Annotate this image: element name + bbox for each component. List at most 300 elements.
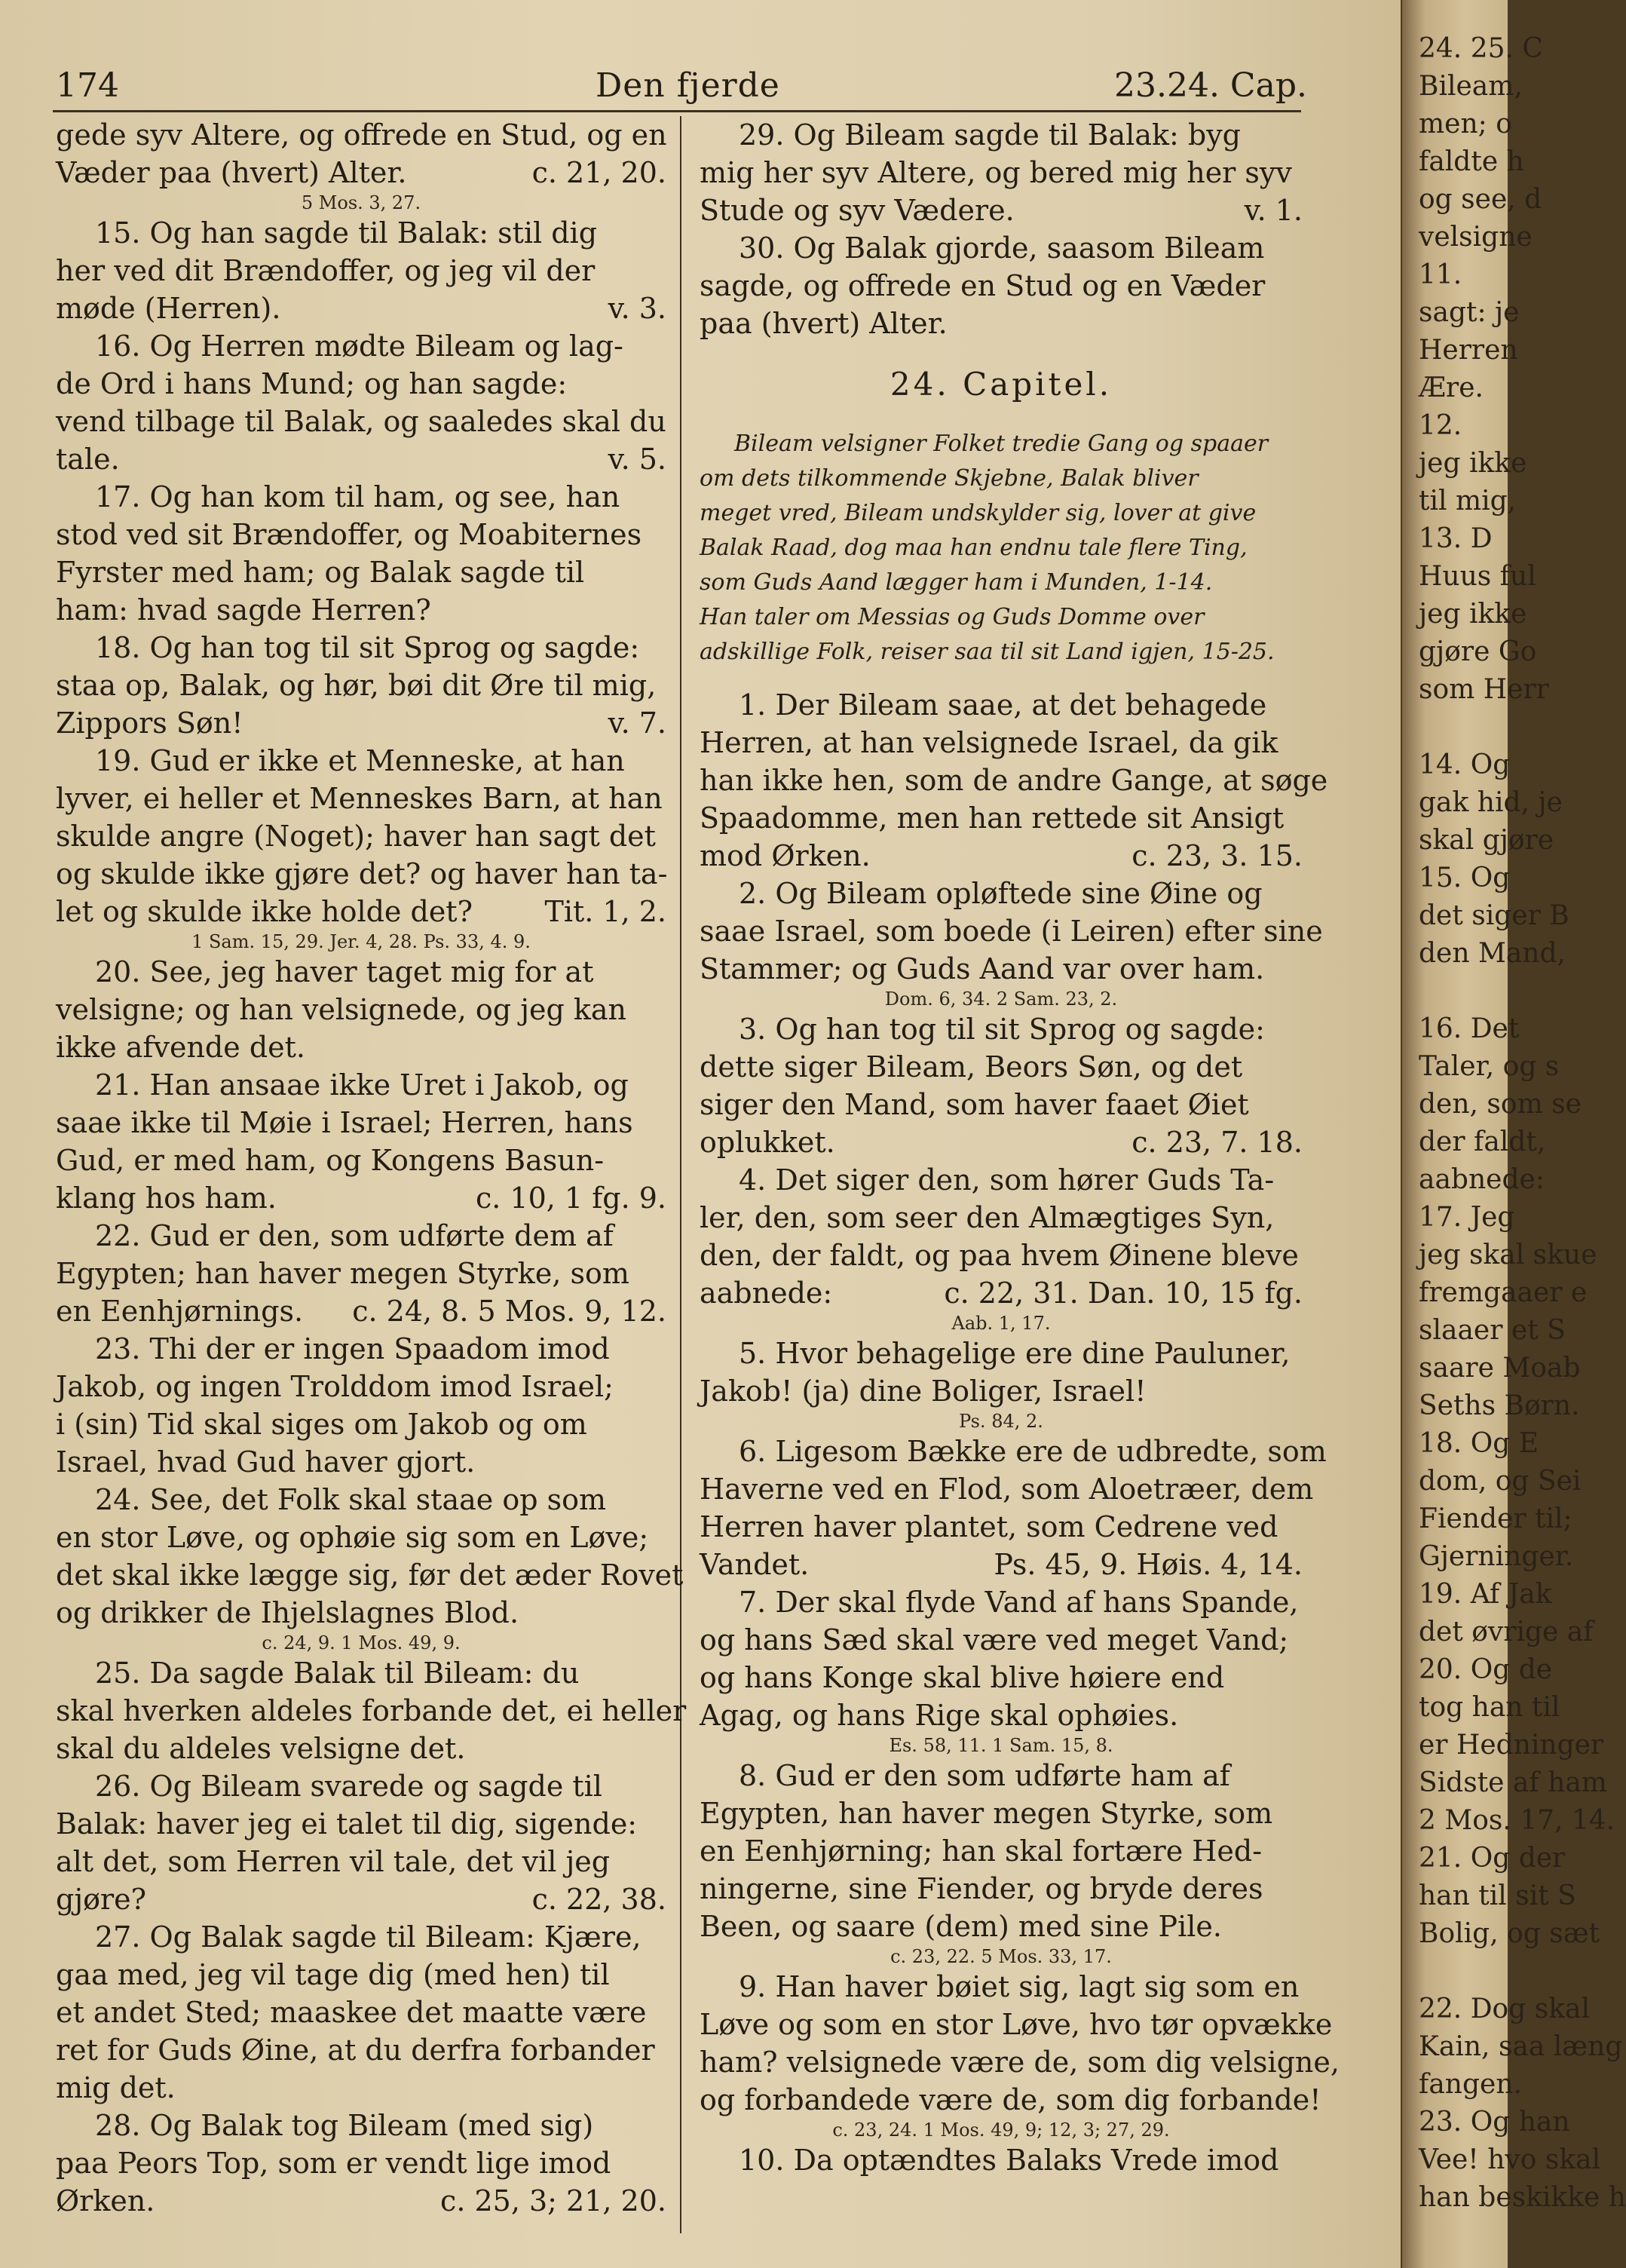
line-text: stod ved sit Brændoffer, og Moabiternes	[56, 518, 642, 551]
next-page-line: 2 Mos. 17, 14.	[1419, 1805, 1615, 1836]
line-text: Ørken.	[56, 2184, 155, 2217]
line-text: 25. Da sagde Balak til Bileam: du	[95, 1657, 580, 1690]
line-text: dette siger Bileam, Beors Søn, og det	[700, 1050, 1243, 1083]
next-page-line: til mig,	[1419, 486, 1517, 516]
line-text: paa (hvert) Alter.	[700, 307, 948, 340]
line-text: og drikker de Ihjelslagnes Blod.	[56, 1596, 519, 1629]
text-line	[56, 290, 666, 327]
text-line	[56, 365, 666, 403]
line-text: Balak: haver jeg ei talet til dig, sigende:	[56, 1807, 638, 1840]
verse-reference: c. 22, 38.	[531, 1883, 666, 1916]
line-text: ikke afvende det.	[56, 1031, 305, 1064]
next-page-line: er Hedninger	[1419, 1730, 1604, 1761]
line-text: Israel, hvad Gud haver gjort.	[56, 1445, 476, 1479]
text-line	[700, 1048, 1303, 1086]
verse-reference: v. 1.	[1244, 194, 1303, 227]
text-line	[56, 991, 666, 1028]
line-text: paa Peors Top, som er vendt lige imod	[56, 2147, 611, 2180]
line-text: Stude og syv Vædere.	[700, 194, 1015, 227]
line-text: Bileam velsigner Folket tredie Gang og spaaer	[734, 431, 1269, 457]
text-line	[700, 1335, 1303, 1372]
line-text: og skulde ikke gjøre det? og haver han ta-	[56, 857, 668, 890]
line-text: som Guds Aand lægger ham i Munden, 1-14.	[700, 569, 1213, 596]
text-line	[56, 704, 666, 742]
line-text: 7. Der skal flyde Vand af hans Spande,	[739, 1586, 1299, 1619]
line-text: skulde angre (Noget); haver han sagt det	[56, 820, 656, 853]
next-page-line: Huus ful	[1419, 561, 1536, 592]
next-page-line: Ære.	[1419, 372, 1484, 403]
verse-reference: Ps. 45, 9. Høis. 4, 14.	[994, 1548, 1303, 1581]
text-line	[56, 214, 666, 252]
next-page-line: Vee! hvo skal	[1419, 2144, 1601, 2175]
text-line	[700, 1583, 1303, 1621]
verse-reference: c. 21, 20.	[531, 156, 666, 189]
verse-reference: v. 3.	[608, 292, 666, 325]
text-line	[700, 1199, 1303, 1237]
text-line	[700, 912, 1323, 950]
line-text: ler, den, som seer den Almægtiges Syn,	[700, 1201, 1275, 1234]
next-page-line: 14. Og	[1419, 749, 1511, 780]
next-page-line: 13. D	[1419, 523, 1493, 554]
next-page-line: 17. Jeg	[1419, 1202, 1515, 1233]
next-page-line: slaaer et S	[1419, 1315, 1566, 1346]
line-text: aabnede:	[700, 1277, 833, 1310]
next-page-line: Herren	[1419, 335, 1518, 366]
line-text: 28. Og Balak tog Bileam (med sig)	[95, 2109, 594, 2142]
text-line	[56, 478, 666, 516]
cross-reference: Es. 58, 11. 1 Sam. 15, 8.	[889, 1735, 1113, 1756]
next-page-line: sagt: je	[1419, 297, 1520, 328]
text-line	[56, 1805, 666, 1843]
page-number: 174	[56, 66, 119, 105]
right-column-verses	[700, 686, 1340, 2179]
text-line	[700, 1086, 1303, 1123]
text-line	[56, 1292, 666, 1330]
text-line	[700, 1659, 1303, 1696]
line-text: velsigne; og han velsignede, og jeg kan	[56, 993, 627, 1026]
line-text: 23. Thi der er ingen Spaadom imod	[95, 1332, 610, 1365]
text-line	[700, 837, 1303, 875]
line-text: og hans Konge skal blive høiere end	[700, 1661, 1225, 1694]
line-text: 5. Hvor behagelige ere dine Pauluner,	[739, 1337, 1291, 1370]
text-line	[700, 1870, 1303, 1908]
next-page-line: den Mand,	[1419, 938, 1566, 969]
text-line	[56, 1481, 666, 1519]
next-page-line: faldte h	[1419, 146, 1524, 177]
next-page-line: Bolig, og sæt	[1419, 1918, 1600, 1949]
next-page-line: jeg ikke	[1419, 448, 1527, 479]
line-text: en stor Løve, og ophøie sig som en Løve;	[56, 1521, 649, 1554]
text-line	[56, 1368, 666, 1405]
text-line	[56, 1594, 666, 1632]
next-page-line: 18. Og E	[1419, 1428, 1539, 1459]
cross-reference: 1 Sam. 15, 29. Jer. 4, 28. Ps. 33, 4. 9.	[191, 931, 531, 952]
text-line	[700, 635, 1303, 670]
line-text: ningerne, sine Fiender, og bryde deres	[700, 1872, 1263, 1905]
line-text: 1. Der Bileam saae, at det behagede	[739, 688, 1267, 722]
running-title: Den fjerde	[596, 66, 780, 105]
cross-reference: Dom. 6, 34. 2 Sam. 23, 2.	[884, 988, 1118, 1010]
line-text: og hans Sæd skal være ved meget Vand;	[700, 1623, 1289, 1657]
line-text: de Ord i hans Mund; og han sagde:	[56, 367, 568, 400]
next-page-line: det øvrige af	[1419, 1617, 1594, 1647]
verse-reference: c. 25, 3; 21, 20.	[440, 2184, 666, 2217]
text-line	[56, 327, 666, 365]
line-text: det skal ikke lægge sig, før det æder Rovet	[56, 1558, 684, 1592]
text-line	[56, 116, 666, 154]
line-text: ham: hvad sagde Herren?	[56, 593, 431, 627]
text-line	[700, 1010, 1303, 1048]
line-text: adskillige Folk, reiser saa til sit Land igjen, 15-25.	[700, 639, 1275, 665]
cross-reference: Aab. 1, 17.	[951, 1313, 1051, 1334]
next-page-line: Seths Børn.	[1419, 1390, 1580, 1421]
next-page-line: aabnede:	[1419, 1164, 1545, 1195]
text-line	[700, 600, 1303, 635]
line-text: Agag, og hans Rige skal ophøies.	[700, 1699, 1179, 1732]
next-page-line: jeg ikke	[1419, 599, 1527, 630]
line-text: Egypten, han haver megen Styrke, som	[700, 1797, 1273, 1830]
next-page-edge	[1402, 0, 1626, 2268]
next-page-line: fremgaaer e	[1419, 1277, 1588, 1308]
next-page-line: tog han til	[1419, 1692, 1560, 1723]
next-page-line: Gjerninger.	[1419, 1541, 1574, 1572]
line-text: 10. Da optændtes Balaks Vrede imod	[739, 2144, 1279, 2177]
text-line	[56, 1556, 684, 1594]
line-text: siger den Mand, som haver faaet Øiet	[700, 1088, 1249, 1121]
cross-reference: 5 Mos. 3, 27.	[301, 192, 421, 213]
next-page-line: velsigne	[1419, 222, 1533, 253]
text-line	[56, 1692, 687, 1730]
text-line	[700, 1621, 1303, 1659]
line-text: 9. Han haver bøiet sig, lagt sig som en	[739, 1970, 1300, 2003]
next-page-line: Sidste af ham	[1419, 1767, 1607, 1798]
next-page-line: der faldt,	[1419, 1126, 1546, 1157]
next-page-line: han til sit S	[1419, 1880, 1576, 1911]
line-text: 2. Og Bileam opløftede sine Øine og	[739, 877, 1263, 910]
next-page-text	[1419, 30, 1626, 2217]
text-line	[56, 1730, 666, 1767]
line-text: Zippors Søn!	[56, 706, 243, 740]
text-line	[700, 1274, 1303, 1312]
chapter-summary	[700, 427, 1303, 670]
text-line	[56, 2144, 666, 2182]
line-text: gjøre?	[56, 1883, 147, 1916]
line-text: 15. Og han sagde til Balak: stil dig	[95, 216, 598, 250]
text-line	[700, 1696, 1303, 1734]
line-text: 29. Og Bileam sagde til Balak: byg	[739, 118, 1242, 152]
line-text: Haverne ved en Flod, som Aloetræer, dem	[700, 1473, 1314, 1506]
next-page-line: Fiender til;	[1419, 1503, 1572, 1534]
text-line	[56, 1066, 666, 1104]
line-text: 3. Og han tog til sit Sprog og sagde:	[739, 1013, 1265, 1046]
text-line	[700, 565, 1303, 600]
text-line	[700, 116, 1303, 154]
next-page-line: det siger B	[1419, 900, 1569, 931]
text-line	[700, 2141, 1303, 2179]
text-line	[700, 1123, 1303, 1161]
line-text: Stammer; og Guds Aand var over ham.	[700, 952, 1265, 985]
line-text: 27. Og Balak sagde til Bileam: Kjære,	[95, 1920, 642, 1954]
verse-reference: c. 10, 1 fg. 9.	[475, 1182, 666, 1215]
text-line	[700, 531, 1303, 565]
right-column-top	[700, 116, 1303, 342]
line-text: 4. Det siger den, som hører Guds Ta-	[739, 1163, 1275, 1197]
verse-reference: v. 7.	[608, 706, 666, 740]
line-text: 18. Og han tog til sit Sprog og sagde:	[95, 631, 640, 664]
next-page-line: skal gjøre	[1419, 825, 1554, 856]
text-line	[700, 1372, 1303, 1410]
text-line	[56, 1028, 666, 1066]
text-line	[700, 799, 1303, 837]
text-line	[700, 686, 1303, 724]
text-line	[56, 1405, 666, 1443]
text-line	[56, 1956, 666, 1994]
line-text: Egypten; han haver megen Styrke, som	[56, 1257, 629, 1290]
text-line	[700, 1546, 1303, 1583]
line-text: 16. Og Herren mødte Bileam og lag-	[95, 329, 623, 363]
next-page-line: Bileam,	[1419, 71, 1523, 102]
text-line	[700, 1433, 1327, 1470]
next-page-line: men; o	[1419, 109, 1512, 139]
text-line	[700, 2043, 1340, 2081]
text-line	[700, 1161, 1303, 1199]
text-line	[56, 667, 666, 704]
cross-reference: c. 23, 24. 1 Mos. 49, 9; 12, 3; 27, 29.	[832, 2119, 1170, 2141]
line-text: den, der faldt, og paa hvem Øinene bleve	[700, 1239, 1299, 1272]
text-line	[56, 1767, 666, 1805]
text-line	[700, 875, 1303, 912]
line-text: skal hverken aldeles forbande det, ei heller	[56, 1694, 687, 1727]
next-page-line: 19. Af Jak	[1419, 1579, 1552, 1610]
verse-reference: c. 22, 31. Dan. 10, 15 fg.	[944, 1277, 1303, 1310]
cross-reference: Ps. 84, 2.	[959, 1411, 1043, 1432]
next-page-line: gak hid, je	[1419, 787, 1563, 818]
line-text: møde (Herren).	[56, 292, 281, 325]
line-text: Jakob, og ingen Trolddom imod Israel;	[56, 1370, 614, 1403]
line-text: Herren, at han velsignede Israel, da gik	[700, 726, 1278, 759]
next-page-line	[1419, 1953, 1517, 1991]
line-text: ham? velsignede være de, som dig velsigne,	[700, 2046, 1340, 2079]
text-line	[700, 1832, 1303, 1870]
line-text: saae ikke til Møie i Israel; Herren, hans	[56, 1106, 633, 1139]
verse-reference: c. 24, 8. 5 Mos. 9, 12.	[352, 1295, 666, 1328]
line-text: her ved dit Brændoffer, og jeg vil der	[56, 254, 596, 287]
line-text: tale.	[56, 443, 120, 476]
next-page-line: 16. Det	[1419, 1013, 1520, 1044]
line-text: om dets tilkommende Skjebne, Balak bliver	[700, 465, 1199, 492]
text-line	[700, 1794, 1303, 1832]
text-line	[56, 403, 666, 440]
left-column	[56, 116, 687, 2220]
text-line	[56, 2069, 666, 2107]
next-page-line: 22. Dog skal	[1419, 1994, 1590, 2024]
line-text: Løve og som en stor Løve, hvo tør opvække	[700, 2008, 1333, 2041]
line-text: 20. See, jeg haver taget mig for at	[95, 955, 594, 988]
verse-reference: v. 5.	[608, 443, 666, 476]
header-rule	[53, 110, 1301, 112]
next-page-line: den, som se	[1419, 1089, 1582, 1120]
column-divider	[680, 116, 681, 2233]
line-text: Balak Raad, dog maa han endnu tale flere Ting,	[700, 535, 1248, 561]
line-text: 24. See, det Folk skal staae op som	[95, 1483, 607, 1516]
line-text: i (sin) Tid skal siges om Jakob og om	[56, 1408, 587, 1441]
line-text: Jakob! (ja) dine Boliger, Israel!	[700, 1375, 1147, 1408]
text-line	[700, 427, 1303, 461]
verse-reference: c. 23, 3. 15.	[1131, 839, 1303, 872]
next-page-line: fangen.	[1419, 2069, 1522, 2100]
text-line	[700, 1757, 1303, 1794]
next-page-line: 12.	[1419, 410, 1462, 441]
text-line	[56, 817, 666, 855]
text-line	[56, 2031, 666, 2069]
line-text: 19. Gud er ikke et Menneske, at han	[95, 744, 625, 777]
text-line	[56, 1654, 666, 1692]
text-line	[700, 461, 1303, 496]
text-line	[56, 855, 666, 893]
line-text: 8. Gud er den som udførte ham af	[739, 1759, 1230, 1792]
line-text: meget vred, Bileam undskylder sig, lover at give	[700, 500, 1257, 526]
line-text: sagde, og offrede en Stud og en Væder	[700, 269, 1266, 302]
line-text: lyver, ei heller et Menneskes Barn, at han	[56, 782, 663, 815]
next-page-line: saare Moab	[1419, 1353, 1581, 1384]
next-page-line: 21. Og der	[1419, 1843, 1566, 1874]
cross-reference: c. 23, 22. 5 Mos. 33, 17.	[890, 1946, 1112, 1967]
text-line	[56, 440, 666, 478]
next-page-line: dom, og Sei	[1419, 1466, 1582, 1497]
text-line	[700, 2081, 1321, 2119]
line-text: Væder paa (hvert) Alter.	[56, 156, 407, 189]
verse-reference: Tit. 1, 2.	[544, 895, 666, 928]
line-text: Fyrster med ham; og Balak sagde til	[56, 556, 585, 589]
line-text: 6. Ligesom Bække ere de udbredte, som	[739, 1435, 1327, 1468]
text-line	[700, 1968, 1303, 2006]
next-page-line: 20. Og de	[1419, 1654, 1553, 1685]
text-line	[56, 553, 666, 591]
line-text: Gud, er med ham, og Kongens Basun-	[56, 1144, 605, 1177]
text-line	[700, 1508, 1303, 1546]
text-line	[56, 1880, 666, 1918]
line-text: gaa med, jeg vil tage dig (med hen) til	[56, 1958, 610, 1991]
text-line	[56, 516, 666, 553]
line-text: en Eenhjørning; han skal fortære Hed-	[700, 1834, 1263, 1868]
text-line	[56, 1217, 666, 1255]
text-line	[56, 1443, 666, 1481]
text-line	[700, 950, 1303, 988]
text-line	[56, 1994, 666, 2031]
line-text: og forbandede være de, som dig forbande!	[700, 2083, 1321, 2116]
text-line	[56, 780, 666, 817]
text-line	[56, 252, 666, 290]
next-page-line: Kain, saa læng	[1419, 2031, 1623, 2062]
text-line	[56, 1255, 666, 1292]
line-text: saae Israel, som boede (i Leiren) efter sine	[700, 915, 1323, 948]
text-line	[700, 1237, 1303, 1274]
text-line	[700, 1908, 1303, 1945]
line-text: mig det.	[56, 2071, 176, 2104]
text-line	[56, 1519, 666, 1556]
line-text: let og skulde ikke holde det?	[56, 895, 473, 928]
line-text: han ikke hen, som de andre Gange, at søge	[700, 764, 1328, 797]
line-text: 26. Og Bileam svarede og sagde til	[95, 1770, 602, 1803]
next-page-line: han beskikke h	[1419, 2182, 1626, 2213]
line-text: 22. Gud er den, som udførte dem af	[95, 1219, 614, 1252]
text-line	[700, 762, 1328, 799]
line-text: 30. Og Balak gjorde, saasom Bileam	[739, 231, 1265, 265]
line-text: vend tilbage til Balak, og saaledes skal du	[56, 405, 666, 438]
next-page-line	[1419, 709, 1517, 746]
text-line	[700, 1470, 1314, 1508]
text-line	[700, 724, 1303, 762]
text-line	[700, 192, 1303, 229]
line-text: en Eenhjørnings.	[56, 1295, 304, 1328]
chapter-heading: 24. Capitel.	[890, 366, 1113, 403]
line-text: gede syv Altere, og offrede en Stud, og en	[56, 118, 667, 152]
line-text: Han taler om Messias og Guds Domme over	[700, 604, 1205, 630]
next-page-line: og see, d	[1419, 184, 1542, 215]
text-line	[56, 2107, 666, 2144]
next-page-line: 11.	[1419, 259, 1462, 290]
line-text: klang hos ham.	[56, 1182, 277, 1215]
text-line	[56, 1104, 666, 1142]
text-line	[700, 229, 1303, 267]
text-line	[700, 2006, 1333, 2043]
line-text: 17. Og han kom til ham, og see, han	[95, 480, 620, 513]
next-page-line: 15. Og	[1419, 863, 1511, 893]
cross-reference: c. 24, 9. 1 Mos. 49, 9.	[262, 1632, 461, 1653]
text-line	[56, 591, 666, 629]
next-page-line	[1419, 973, 1517, 1010]
line-text: Spaadomme, men han rettede sit Ansigt	[700, 801, 1285, 835]
text-line	[700, 496, 1303, 531]
line-text: Herren haver plantet, som Cedrene ved	[700, 1510, 1278, 1543]
line-text: Been, og saare (dem) med sine Pile.	[700, 1910, 1222, 1943]
line-text: Vandet.	[700, 1548, 810, 1581]
line-text: skal du aldeles velsigne det.	[56, 1732, 466, 1765]
next-page-line: som Herr	[1419, 674, 1549, 705]
right-column	[700, 116, 1340, 2179]
line-text: ret for Guds Øine, at du derfra forbander	[56, 2034, 655, 2067]
line-text: staa op, Balak, og hør, bøi dit Øre til mig,	[56, 669, 657, 702]
text-line	[700, 154, 1303, 192]
text-line	[56, 742, 666, 780]
text-line	[56, 953, 666, 991]
text-line	[56, 1179, 666, 1217]
text-line	[56, 2182, 666, 2220]
text-line	[700, 305, 1303, 342]
next-page-line: gjøre Go	[1419, 636, 1537, 667]
next-page-line: 23. Og han	[1419, 2107, 1570, 2138]
text-line	[56, 154, 666, 192]
line-text: 21. Han ansaae ikke Uret i Jakob, og	[95, 1068, 629, 1102]
next-page-line: Taler, og s	[1419, 1051, 1560, 1082]
text-line	[56, 893, 666, 930]
line-text: mod Ørken.	[700, 839, 871, 872]
text-line	[56, 1142, 666, 1179]
line-text: oplukket.	[700, 1126, 835, 1159]
next-page-line: jeg skal skue	[1419, 1240, 1597, 1270]
text-line	[56, 1330, 666, 1368]
verse-reference: c. 23, 7. 18.	[1131, 1126, 1303, 1159]
chapter-reference: 23.24. Cap.	[1114, 66, 1307, 105]
line-text: et andet Sted; maaskee det maatte være	[56, 1996, 647, 2029]
text-line	[700, 267, 1303, 305]
text-line	[56, 1843, 666, 1880]
line-text: alt det, som Herren vil tale, det vil jeg	[56, 1845, 611, 1878]
text-line	[56, 629, 666, 667]
text-line	[56, 1918, 666, 1956]
next-page-line: 24. 25. C	[1419, 33, 1543, 64]
line-text: mig her syv Altere, og bered mig her syv	[700, 156, 1292, 189]
